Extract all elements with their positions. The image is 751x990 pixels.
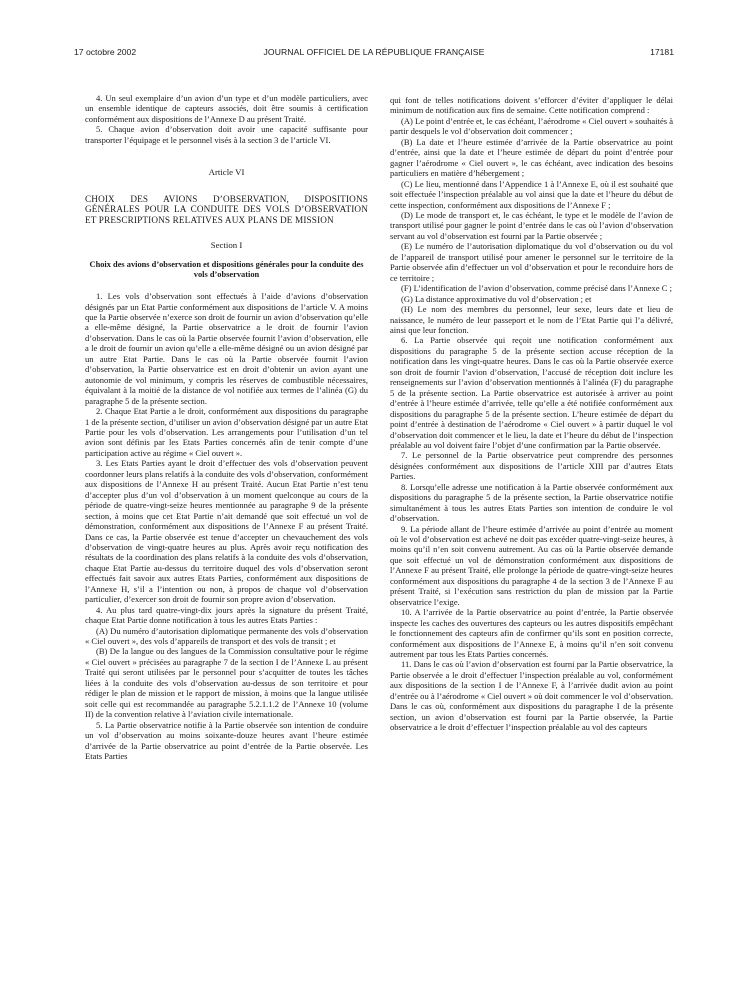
paragraph-1: 1. Les vols d’observation sont effectués à l’aide d’avions d’observation désignés par un Etat Partie conformément aux dispositions de l’article V. A moins que la Partie observée n’exerce son droit de fournir un avion d’observation qu’elle a elle-même désigné, la Partie observatrice a le droit de fournir l’avion d’observation. Dans le cas où la Partie observée fournit l’avion d’observation, elle a le droit de fournir un avion qu’elle a elle-même désigné ou un avion désigné par un autre Etat Partie. Dans le cas où la Partie observée fournit l’avion d’observation, la Partie observatrice est en droit d’obtenir un avion ayant une autonomie de vol minimum, y compris les réserves de combustible nécessaires, équivalant à la moitié de la distance de vol notifiée aux termes de l’alinéa (G) du paragraphe 5 de la présente section. <box>85 291 368 406</box>
paragraph-5: 5. La Partie observatrice notifie à la Partie observée son intention de conduire un vol d’observation au moins soixante-douze heures avant l’heure estimée d’arrivée de la Partie observatrice au point d’entrée de la Partie observée. Les Etats Parties <box>85 719 368 762</box>
left-column <box>85 93 368 761</box>
paragraph-5a: (A) Le point d’entrée et, le cas échéant, l’aérodrome « Ciel ouvert » souhaités à partir desquels le vol d’observation doit commencer ; <box>390 115 673 137</box>
paragraph-8: 8. Lorsqu’elle adresse une notification à la Partie observée conformément aux dispositions du paragraphe 5 de la présente section, la Partie observatrice notifie simultanément à tous les autres Etats Parties son intention de conduire le vol d’observation. <box>390 481 673 524</box>
page-header <box>74 47 674 61</box>
section-subheading: Choix des avions d’observation et dispositions générales pour la conduite des vols d’observation <box>89 259 364 279</box>
paragraph-5e: (E) Le numéro de l’autorisation diplomatique du vol d’observation ou du vol de l’appareil de transport utilisé pour amener le personnel sur le territoire de la Partie observée afin d’effectuer un vol d’observation et pour le reconduire hors de ce territoire ; <box>390 241 673 283</box>
journal-title: JOURNAL OFFICIEL DE LA RÉPUBLIQUE FRANÇAISE <box>263 47 485 57</box>
right-column <box>390 95 673 733</box>
paragraph-5h: (H) Le nom des membres du personnel, leur sexe, leurs date et lieu de naissance, le numéro de leur passeport et le nom de l’Etat Partie qui l’a délivré, ainsi que leur fonction. <box>390 304 673 335</box>
paragraph-11: 11. Dans le cas où l’avion d’observation est fourni par la Partie observatrice, la Partie observée a le droit d’effectuer l’inspection préalable au vol, conformément aux dispositions de la section I de l’Annexe F, à l’arrivée dudit avion au point d’entrée ou à l’aérodrome « Ciel ouvert » où doit commencer le vol d’observation. Dans le cas où, conformément aux dispositions du paragraphe I de la présente section, un avion d’observation est fourni par la Partie observée, la Partie observatrice a le droit d’effectuer l’inspection préalable au vol des capteurs <box>390 659 673 733</box>
paragraph-4: 4. Au plus tard quatre-vingt-dix jours après la signature du présent Traité, chaque Etat Partie donne notification à tous les autres Etats Parties : <box>85 604 368 626</box>
paragraph-intro-5: 5. Chaque avion d’observation doit avoir une capacité suffisante pour transporter l’équipage et le personnel visés à la section 3 de l’article VI. <box>85 124 368 145</box>
paragraph-5c: (C) Le lieu, mentionné dans l’Appendice 1 à l’Annexe E, où il est souhaité que soit effectuée l’inspection préalable au vol ainsi que la date et l’heure du début de cette inspection, conformément aux dispositions de l’Annexe F ; <box>390 178 673 210</box>
paragraph-2: 2. Chaque Etat Partie a le droit, conformément aux dispositions du paragraphe 1 de la présente section, d’utiliser un avion d’observation désigné par un autre Etat Partie pour les vols d’observation. Les arrangements pour l’utilisation d’un tel avion sont définis par les Etats Parties concernés afin de tenir compte d’une participation active au régime « Ciel ouvert ». <box>85 406 368 458</box>
paragraph-10: 10. A l’arrivée de la Partie observatrice au point d’entrée, la Partie observée inspecte les caches des ouvertures des capteurs ou les autres dispositifs empêchant le fonctionnement des capteurs afin de confirmer qu’ils sont en position correcte, conformément aux dispositions de l’Annexe E, à moins qu’il n’en soit convenu autrement par tous les Etats Parties concernés. <box>390 607 673 660</box>
paragraph-4a: (A) Du numéro d’autorisation diplomatique permanente des vols d’observation « Ciel ouvert », des vols d’appareils de transport et des vols de transit ; et <box>85 625 368 647</box>
article-title: Article VI <box>208 167 245 178</box>
paragraph-5d: (D) Le mode de transport et, le cas échéant, le type et le modèle de l’avion de transport utilisé pour gagner le point d’entrée dans le cas où l’avion d’observation servant au vol d’observation est fourni par la Partie observée ; <box>390 209 673 241</box>
page-number: 17181 <box>650 47 674 57</box>
paragraph-4b: (B) De la langue ou des langues de la Commission consultative pour le régime « Ciel ouvert » précisées au paragraphe 7 de la section I de l’Annexe L au présent Traité qui seront utilisées par le personnel pour s’acquitter de toutes les tâches liées à la conduite des vols d’observation au-dessus de son territoire et pour rédiger le plan de mission et le rapport de mission, à moins que la langue utilisée soit celle qui est recommandée au paragraphe 5.2.1.1.2 de l’Annexe 10 (volume II) de la convention relative à l’aviation civile internationale. <box>85 646 368 720</box>
paragraph-continuation: qui font de telles notifications doivent s’efforcer d’éviter d’appliquer le délai minimum de notification aux fins de semaine. Cette notification comprend : <box>390 95 673 116</box>
paragraph-intro-4: 4. Un seul exemplaire d’un avion d’un type et d’un modèle particuliers, avec un ensemble identique de capteurs associés, doit être soumis à certification conformément aux dispositions de l’Annexe D au présent Traité. <box>85 93 368 124</box>
paragraph-9: 9. La période allant de l’heure estimée d’arrivée au point d’entrée au moment où le vol d’observation est achevé ne doit pas excéder quatre-vingt-seize heures, à moins qu’il n’en soit convenu autrement. Au cas où la Partie observée demande que soit effectué un vol de démonstration conformément aux dispositions de l’Annexe F au présent Traité, elle prolonge la période de quatre-vingt-seize heures conformément aux dispositions du paragraphe 4 de la section 3 de l’Annexe F au présent Traité, si l’exécution sans restriction du plan de mission par la Partie observatrice l’exige. <box>390 523 673 607</box>
paragraph-5g: (G) La distance approximative du vol d’observation ; et <box>401 293 592 304</box>
article-heading: CHOIX DES AVIONS D’OBSERVATION, DISPOSITIONS GÉNÉRALES POUR LA CONDUITE DES VOLS D’OBSERVATION ET PRESCRIPTIONS RELATIVES AUX PLANS DE MISSION <box>85 193 368 225</box>
paragraph-3: 3. Les Etats Parties ayant le droit d’effectuer des vols d’observation peuvent coordonner leurs plans relatifs à la conduite des vols d’observation, conformément aux dispositions de l’Annexe H au présent Traité. Aucun Etat Partie n’est tenu d’accepter plus d’un vol d’observation à un moment quelconque au cours de la période de quatre-vingt-seize heures mentionnée au paragraphe 9 de la présente section, à moins que cet Etat Partie n’ait demandé que soit effectué un vol de démonstration, conformément aux dispositions de l’Annexe F au présent Traité. Dans ce cas, la Partie observée est tenue d’accepter un chevauchement des vols d’observation de vingt-quatre heures au plus. Après avoir reçu notification des résultats de la coordination des plans relatifs à la conduite des vols d’observation, chaque Etat Partie au-dessus du territoire duquel des vols d’observation seront effectués fait savoir aux autres Etats Parties, conformément aux dispositions de l’Annexe H, s’il a l’intention ou non, à propos de chaque vol d’observation particulier, d’exercer son droit de fournir son propre avion d’observation. <box>85 458 368 605</box>
paragraph-5b: (B) La date et l’heure estimée d’arrivée de la Partie observatrice au point d’entrée, ainsi que la date et l’heure estimée de départ du point d’entrée pour gagner l’aérodrome « Ciel ouvert », le cas échéant, avec indication des besoins particuliers en matière d’hébergement ; <box>390 136 673 179</box>
section-title: Section I <box>210 240 243 251</box>
paragraph-6: 6. La Partie observée qui reçoit une notification conformément aux dispositions du paragraphe 5 de la présente section accuse réception de la notification dans les vingt-quatre heures. Dans le cas où la Partie observée exerce son droit de fournir l’avion d’observation, l’accusé de réception doit inclure les renseignements sur l’avion d’observation mentionnés à l’alinéa (F) du paragraphe 5 de la présente section. La Partie observatrice est autorisée à arriver au point d’entrée à l’heure estimée d’arrivée, telle qu’elle a été notifiée conformément aux dispositions du paragraphe 5 de la présente section. L’heure estimée de départ du point d’entrée à destination de l’aérodrome « Ciel ouvert » à partir duquel le vol d’observation doit commencer et le lieu, la date et l’heure du début de l’inspection préalable au vol doivent faire l’objet d’une confirmation par la Partie observée. <box>390 335 673 450</box>
paragraph-7: 7. Le personnel de la Partie observatrice peut comprendre des personnes désignées conformément aux dispositions de l’article XIII par d’autres Etats Parties. <box>390 450 673 482</box>
header-date: 17 octobre 2002 <box>74 47 137 57</box>
paragraph-5f: (F) L’identification de l’avion d’observation, comme précisé dans l’Annexe C ; <box>401 283 672 294</box>
